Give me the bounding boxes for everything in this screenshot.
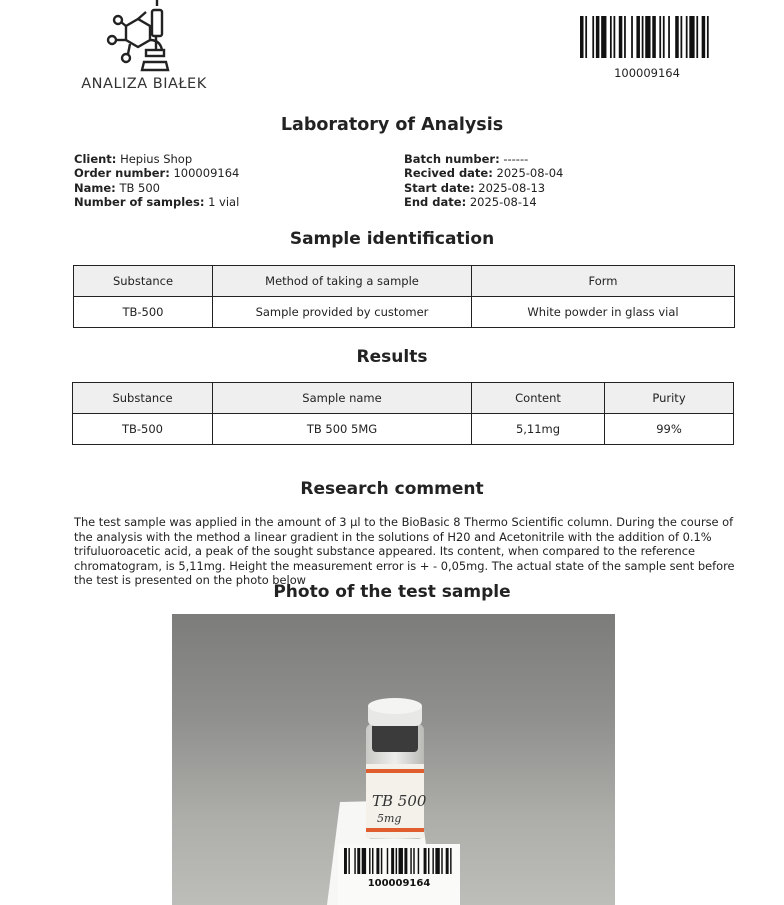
results-table: [72, 382, 734, 445]
samples-count-value: 1 vial: [208, 195, 240, 210]
table-cell: White powder in glass vial: [472, 297, 735, 328]
table-row: [74, 297, 735, 328]
batch-number-row: Batch number: ------: [404, 152, 529, 166]
table-cell: Sample provided by customer: [213, 297, 472, 328]
research-comment-heading: Research comment: [300, 479, 484, 499]
order-number-value: 100009164: [173, 166, 240, 181]
table-cell: TB-500: [74, 297, 213, 328]
photo-barcode-number: 100009164: [367, 878, 431, 889]
table-cell: TB-500: [73, 414, 213, 445]
table-header-cell: Substance: [74, 266, 213, 297]
table-header-cell: Sample name: [213, 383, 472, 414]
sample-identification-table: [73, 265, 735, 328]
sample-identification-heading: Sample identification: [289, 229, 495, 249]
name-value: TB 500: [119, 180, 160, 195]
batch-number-value: ------: [503, 152, 529, 166]
table-header-row: [73, 383, 734, 414]
table-cell: TB 500 5MG: [213, 414, 472, 445]
results-heading: Results: [356, 347, 428, 367]
logo-text: ANALIZA BIAŁEK: [81, 76, 207, 92]
table-cell: 99%: [605, 414, 734, 445]
table-header-cell: Content: [472, 383, 605, 414]
order-details-right: [404, 152, 563, 210]
barcode-number: 100009164: [614, 66, 680, 80]
name-row: Name: TB 500: [74, 180, 160, 195]
table-header-cell: Form: [472, 266, 735, 297]
table-row: [73, 414, 734, 445]
end-date-row: End date: 2025-08-14: [404, 195, 537, 210]
vial-label-line2: 5mg: [377, 812, 402, 825]
photo-heading: Photo of the test sample: [273, 582, 511, 602]
page-title: Laboratory of Analysis: [280, 115, 504, 135]
molecule-microscope-icon: [104, 0, 184, 76]
received-date-row: Recived date: 2025-08-04: [404, 166, 564, 181]
end-date-value: 2025-08-14: [469, 195, 537, 210]
table-header-row: [74, 266, 735, 297]
order-details-left: [74, 152, 239, 210]
table-header-cell: Substance: [73, 383, 213, 414]
start-date-value: 2025-08-13: [478, 180, 546, 195]
order-number-row: Order number: 100009164: [74, 166, 240, 181]
research-comment-text: The test sample was applied in the amount of 3 µl to the BioBasic 8 Thermo Scientific column. During the course of the analysis with the method a linear gradient in the solutions of H20 and Acetonitrile with the addition of 0.1% trifuluoroacetic acid, a peak of the sought substance appeared. Its content, when compared to the reference chromatogram, is 5,11mg. Height the measurement error is + - 0,05mg. The actual state of the sample sent before the test is presented on the photo below: [74, 515, 735, 587]
samples-count-row: Number of samples: 1 vial: [74, 195, 240, 210]
sample-photo: [172, 614, 615, 905]
start-date-row: Start date: 2025-08-13: [404, 180, 546, 195]
received-date-value: 2025-08-04: [496, 166, 564, 181]
client-row: Client: Hepius Shop: [74, 152, 193, 166]
barcode-image: [580, 16, 714, 58]
vial-label-line1: TB 500: [372, 792, 427, 810]
table-header-cell: Method of taking a sample: [213, 266, 472, 297]
client-value: Hepius Shop: [120, 152, 193, 166]
table-cell: 5,11mg: [472, 414, 605, 445]
company-logo: [74, 0, 214, 98]
table-header-cell: Purity: [605, 383, 734, 414]
